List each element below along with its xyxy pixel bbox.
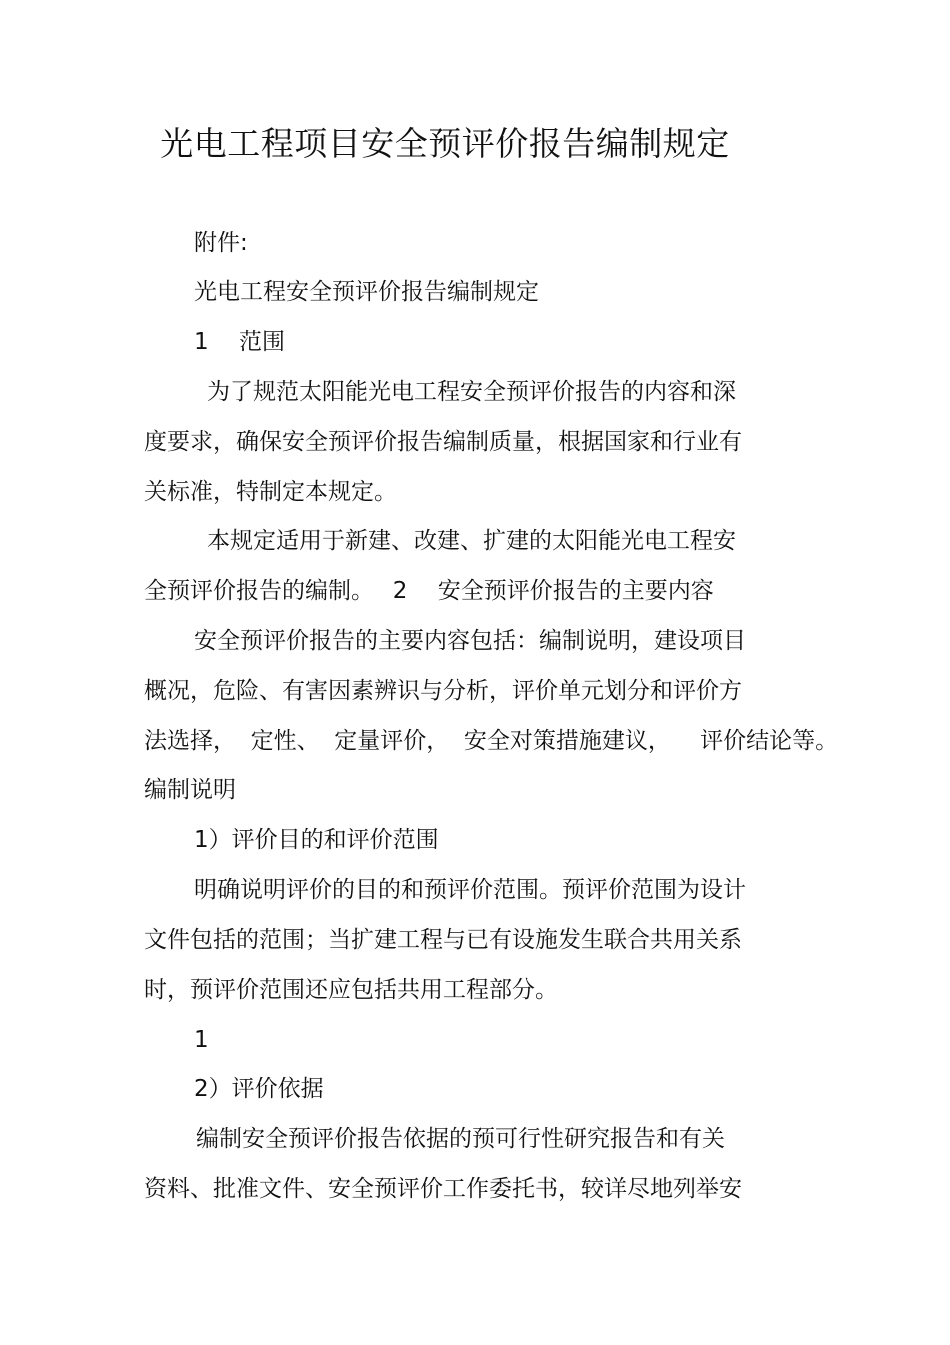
paragraph-line: 文件包括的范围；当扩建工程与已有设施发生联合共用关系: [144, 927, 742, 953]
paragraph-line: 法选择， 定性、 定量评价， 安全对策措施建议， 评价结论等。: [144, 728, 839, 754]
paragraph-line: 编制安全预评价报告依据的预可行性研究报告和有关: [196, 1126, 725, 1152]
subsection-heading: 2）评价依据: [194, 1076, 324, 1102]
section-heading: 编制说明: [144, 777, 236, 803]
paragraph-line: 安全预评价报告的主要内容包括：编制说明，建设项目: [194, 628, 746, 654]
subtitle: 光电工程安全预评价报告编制规定: [194, 279, 539, 305]
paragraph-line: 本规定适用于新建、改建、扩建的太阳能光电工程安: [207, 528, 736, 554]
subsection-heading: 1）评价目的和评价范围: [194, 827, 439, 853]
paragraph-line: 概况，危险、有害因素辨识与分析，评价单元划分和评价方: [144, 678, 742, 704]
section-heading-scope: 1 范围: [194, 329, 285, 355]
paragraph-line: 资料、批准文件、安全预评价工作委托书，较详尽地列举安: [144, 1176, 742, 1202]
page-number: 1: [194, 1027, 209, 1053]
paragraph-line: 为了规范太阳能光电工程安全预评价报告的内容和深: [207, 379, 736, 405]
paragraph-line: 时，预评价范围还应包括共用工程部分。: [144, 977, 558, 1003]
paragraph-line: 全预评价报告的编制。 2 安全预评价报告的主要内容: [144, 578, 714, 604]
annex-label: 附件:: [194, 230, 248, 256]
paragraph-line: 关标准，特制定本规定。: [144, 479, 397, 505]
paragraph-line: 度要求，确保安全预评价报告编制质量，根据国家和行业有: [144, 429, 742, 455]
paragraph-line: 明确说明评价的目的和预评价范围。预评价范围为设计: [194, 877, 746, 903]
document-title: 光电工程项目安全预评价报告编制规定: [160, 124, 730, 163]
